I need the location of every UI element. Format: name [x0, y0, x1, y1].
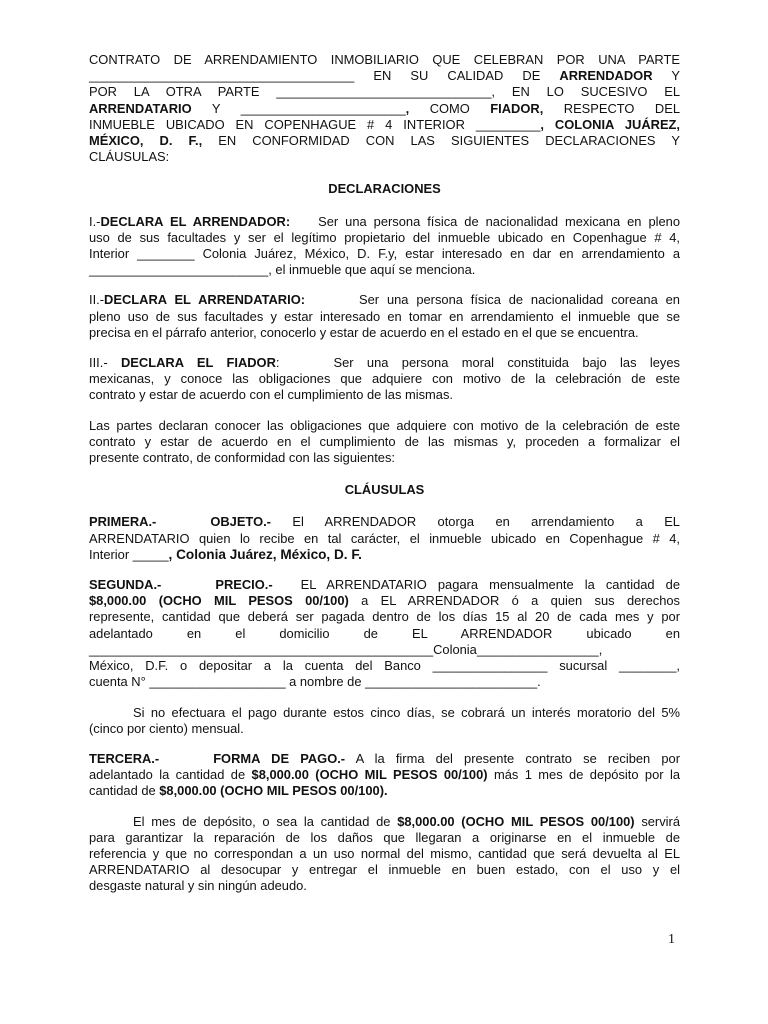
intro-text: Y [652, 68, 680, 84]
intro-line [89, 101, 680, 117]
mexico-label: MÉXICO, D. F., [89, 133, 203, 149]
declaracion-line: Interior ________ Colonia Juárez, México, D. F.y, estar interesado en dar en arrendamiento a [89, 246, 680, 262]
document-body [89, 52, 680, 895]
clausula-amount: $8,000.00 (OCHO MIL PESOS 00/100). [159, 783, 388, 799]
declaracion-label: DECLARA EL FIADOR [120, 355, 276, 371]
declaracion-text: Ser una persona física de nacionalidad coreana en [359, 292, 680, 308]
declaracion-number: I.- [89, 213, 101, 229]
clausula-line [89, 705, 680, 721]
clausula-line: (cinco por ciento) mensual. [89, 720, 244, 736]
declaracion-line: pleno uso de sus facultades y estar interesado en tomar en arrendamiento el inmueble que se [89, 308, 680, 324]
clausula-text: EL ARRENDATARIO pagara mensualmente la cantidad de [300, 577, 680, 593]
clausula-title: PRECIO.- [215, 577, 273, 593]
clausula-line: represente, cantidad que deberá ser pagada dentro de los días 15 al 20 de cada mes y por [89, 609, 680, 625]
clausula-line [89, 514, 680, 530]
clausula-text: , Colonia Juárez, México, D. F. [168, 546, 362, 562]
intro-text: COMO [409, 100, 491, 116]
declaracion-arrendador [89, 214, 680, 279]
fiador-label: FIADOR, [490, 100, 544, 116]
clausula-line [89, 547, 680, 563]
declaracion-line: uso de sus facultades y ser el legítimo propietario del inmueble ubicado en Copenhague # 4, [89, 229, 680, 245]
declaracion-line [89, 292, 680, 308]
declaraciones-heading: DECLARACIONES [328, 181, 441, 197]
declaracion-text: Ser una persona moral constituida bajo las leyes [333, 355, 680, 371]
clausula-title: OBJETO.- [210, 514, 271, 530]
clausula-number: PRIMERA.- [89, 514, 157, 530]
intro-line [89, 117, 680, 133]
declaracion-number: III.- [89, 355, 121, 371]
clausula-text: El ARRENDADOR otorga en arrendamiento a EL [292, 514, 680, 530]
clausula-amount: $8,000.00 (OCHO MIL PESOS 00/100) [251, 767, 488, 783]
clausula-text: Interior _____ [89, 546, 169, 562]
clausula-line: referencia y que no correspondan a un uso normal del mismo, cantidad que será devuelta al EL [89, 845, 680, 861]
partes-line: contrato y estar de acuerdo en el cumplimiento de las mismas y, proceden a formalizar el [89, 433, 680, 449]
clausula-tercera [89, 751, 680, 895]
clausula-line [89, 751, 680, 767]
clausula-amount: $8,000.00 (OCHO MIL PESOS 00/100) [89, 593, 349, 609]
partes-line: Las partes declaran conocer las obligaciones que adquiere con motivo de la celebración de este [89, 417, 680, 433]
declaracion-label: DECLARA EL ARRENDATARIO: [104, 292, 306, 308]
declaracion-text: Ser una persona física de nacionalidad mexicana en pleno [318, 213, 680, 229]
clausula-line: desgaste natural y sin ningún adeudo. [89, 878, 307, 894]
clausula-line [89, 783, 680, 799]
clausula-line: México, D.F. o depositar a la cuenta del Banco ________________ sucursal ________, [89, 658, 680, 674]
clausula-line: ________________________________________________Colonia_________________, [89, 641, 603, 657]
intro-line [89, 68, 680, 84]
clausula-number: TERCERA.- [89, 750, 160, 766]
clausula-line: cuenta N° ___________________ a nombre de ________________________. [89, 674, 541, 690]
arrendador-label: ARRENDADOR [559, 68, 653, 84]
declaracion-line: precisa en el párrafo anterior, conocerlo y estar de acuerdo en el estado en el que se encuentra. [89, 324, 639, 340]
intro-text: , [405, 100, 410, 116]
clausula-text: a EL ARRENDADOR ó a quien sus derechos [348, 593, 680, 609]
declaracion-arrendatario [89, 292, 680, 341]
declaracion-line [89, 214, 680, 230]
clausula-text: cantidad de [89, 783, 160, 799]
declaracion-fiador [89, 355, 680, 404]
declaracion-text: : [275, 355, 280, 371]
intro-line: CONTRATO DE ARRENDAMIENTO INMOBILIARIO QUE CELEBRAN POR UNA PARTE [89, 52, 680, 67]
intro-line: POR LA OTRA PARTE ______________________________, EN LO SUCESIVO EL [89, 84, 680, 100]
clausula-line: ARRENDATARIO quien lo recibe en tal carácter, el inmueble ubicado en Copenhague # 4, [89, 530, 680, 546]
clausula-amount: $8,000.00 (OCHO MIL PESOS 00/100) [397, 813, 635, 829]
clausula-line: ARRENDATARIO al desocupar y entregar el inmueble en buen estado, con el uso y el [89, 862, 680, 878]
clausula-line [89, 593, 680, 609]
clausula-text: A la firma del presente contrato se reciben por [355, 750, 681, 766]
clausula-text: servirá [634, 813, 680, 829]
clausula-number: SEGUNDA.- [89, 577, 162, 593]
intro-text: Y _______________________ [191, 100, 406, 116]
declaracion-line [89, 262, 680, 278]
clausula-text: adelantado la cantidad de [89, 767, 252, 783]
declaracion-line: contrato y estar de acuerdo con el cumplimiento de las mismas. [89, 387, 453, 403]
clausula-line [89, 767, 680, 783]
clausula-primera [89, 514, 680, 563]
declaracion-label: DECLARA EL ARRENDADOR: [100, 213, 291, 229]
intro-text: EN CONFORMIDAD CON LAS SIGUIENTES DECLARACIONES Y [202, 133, 680, 149]
clausula-line: adelantado en el domicilio de EL ARRENDADOR ubicado en [89, 625, 680, 641]
intro-line: CLÁUSULAS: [89, 149, 170, 165]
partes-line: presente contrato, de conformidad con las siguientes: [89, 450, 395, 466]
intro-text: INMUEBLE UBICADO EN COPENHAGUE # 4 INTERIOR _________ [89, 116, 541, 132]
intro-paragraph [89, 52, 680, 165]
partes-paragraph [89, 418, 680, 467]
clausula-text: El mes de depósito, o sea la cantidad de [133, 813, 398, 829]
clausula-title: FORMA DE PAGO.- [213, 750, 346, 766]
clausula-line [89, 814, 680, 830]
clausula-text: Si no efectuara el pago durante estos cinco días, se cobrará un interés moratorio del 5% [133, 704, 680, 720]
page-number: 1 [668, 932, 675, 947]
declaracion-text: _________________________, [89, 262, 272, 278]
clausula-line [89, 577, 680, 593]
declaracion-line [89, 355, 680, 371]
declaracion-number: II.- [89, 292, 105, 308]
clausula-line: para garantizar la reparación de los daños que llegaran a originarse en el inmueble de [89, 829, 680, 845]
declaracion-line: mexicanas, y conoce las obligaciones que adquiere con motivo de la celebración de este [89, 371, 680, 387]
intro-text: _____________________________________ EN SU CALIDAD DE [89, 68, 560, 84]
clausulas-heading: CLÁUSULAS [344, 482, 425, 498]
clausula-segunda [89, 577, 680, 737]
clausula-text: más 1 mes de depósito por la [487, 767, 680, 783]
intro-line [89, 133, 680, 149]
declaracion-text: el inmueble que aquí se menciona. [271, 262, 476, 278]
intro-text: RESPECTO DEL [543, 100, 680, 116]
arrendatario-label: ARRENDATARIO [89, 100, 192, 116]
colonia-label: , COLONIA JUÁREZ, [540, 116, 680, 132]
